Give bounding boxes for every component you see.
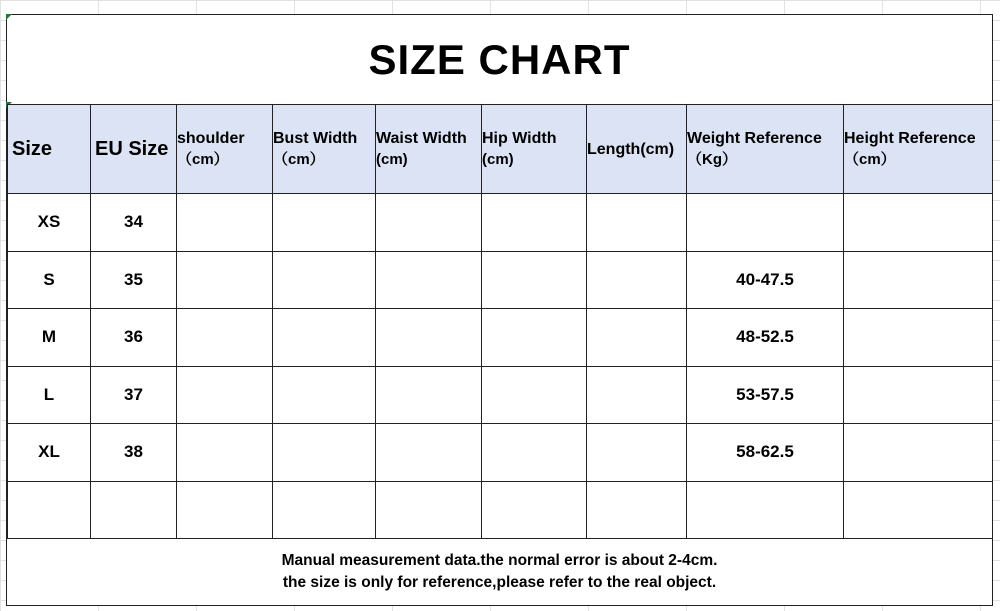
table-cell-bust-width [273,251,376,309]
table-cell-size: L [8,366,91,424]
table-cell-shoulder [177,366,273,424]
table-cell-height-reference [844,424,993,482]
table-cell-bust-width [273,424,376,482]
table-cell-weight-reference: 53-57.5 [687,366,844,424]
table-cell-bust-width [273,194,376,252]
page-title: SIZE CHART [368,35,631,83]
column-header-unit: （cm） [273,151,325,168]
table-row [8,366,993,424]
table-cell-eu-size: 36 [91,309,177,367]
column-header-unit: (cm) [376,151,408,168]
size-table [7,104,993,539]
table-cell-length [587,251,687,309]
table-row [8,194,993,252]
column-header-label: Bust Width [273,130,358,147]
table-cell-weight-reference: 40-47.5 [687,251,844,309]
table-cell-hip-width [482,424,587,482]
table-cell-waist-width [376,366,482,424]
table-cell-hip-width [482,309,587,367]
table-cell-weight-reference [687,194,844,252]
table-cell-hip-width [482,194,587,252]
table-cell-shoulder [177,424,273,482]
column-header-label: EU Size [95,137,169,160]
column-header-label: Height Reference [844,130,976,147]
table-cell-height-reference [844,309,993,367]
table-cell-size: XS [8,194,91,252]
table-cell-eu-size: 34 [91,194,177,252]
column-header-unit: (cm) [482,151,514,168]
measurement-footnote [7,538,992,606]
table-cell-weight-reference: 48-52.5 [687,309,844,367]
table-cell-weight-reference: 58-62.5 [687,424,844,482]
table-cell-eu-size [91,481,177,539]
column-header-label: shoulder [177,130,245,147]
table-cell-eu-size: 35 [91,251,177,309]
table-cell-waist-width [376,309,482,367]
column-header-unit: （Kg） [687,151,737,168]
table-cell-bust-width [273,309,376,367]
column-header-waist-width [376,105,482,194]
column-header-unit: （cm） [844,151,896,168]
column-header-label: Size [12,137,53,160]
table-row [8,481,993,539]
table-header-row [8,105,993,194]
column-header-bust-width [273,105,376,194]
table-cell-eu-size: 38 [91,424,177,482]
footnote-line: Manual measurement data.the normal error is about 2-4cm. [281,552,718,569]
table-cell-length [587,366,687,424]
table-cell-height-reference [844,194,993,252]
table-cell-weight-reference [687,481,844,539]
table-cell-size [8,481,91,539]
table-cell-hip-width [482,481,587,539]
footnote-line: the size is only for reference,please refer to the real object. [282,574,717,591]
table-cell-shoulder [177,481,273,539]
table-row [8,309,993,367]
table-cell-size: M [8,309,91,367]
column-header-weight-reference [687,105,844,194]
table-cell-eu-size: 37 [91,366,177,424]
table-cell-size: XL [8,424,91,482]
table-cell-waist-width [376,251,482,309]
table-cell-length [587,309,687,367]
table-cell-waist-width [376,481,482,539]
table-row [8,424,993,482]
column-header-label: Hip Width [482,130,557,147]
column-header-label: Weight Reference [687,130,822,147]
table-cell-bust-width [273,481,376,539]
table-cell-size: S [8,251,91,309]
table-cell-waist-width [376,194,482,252]
table-cell-bust-width [273,366,376,424]
table-cell-length [587,424,687,482]
size-chart-sheet [6,14,993,606]
table-cell-length [587,194,687,252]
table-cell-hip-width [482,366,587,424]
table-cell-shoulder [177,251,273,309]
table-row [8,251,993,309]
table-cell-height-reference [844,251,993,309]
column-header-label: Waist Width [376,130,467,147]
column-header-size [8,105,91,194]
column-header-shoulder [177,105,273,194]
table-cell-shoulder [177,194,273,252]
table-cell-height-reference [844,366,993,424]
table-cell-hip-width [482,251,587,309]
column-header-eu-size [91,105,177,194]
table-cell-waist-width [376,424,482,482]
column-header-label: Length(cm) [587,140,675,158]
table-cell-length [587,481,687,539]
column-header-hip-width [482,105,587,194]
column-header-unit: （cm） [177,151,229,168]
table-cell-shoulder [177,309,273,367]
column-header-length [587,105,687,194]
table-cell-height-reference [844,481,993,539]
column-header-height-reference [844,105,993,194]
